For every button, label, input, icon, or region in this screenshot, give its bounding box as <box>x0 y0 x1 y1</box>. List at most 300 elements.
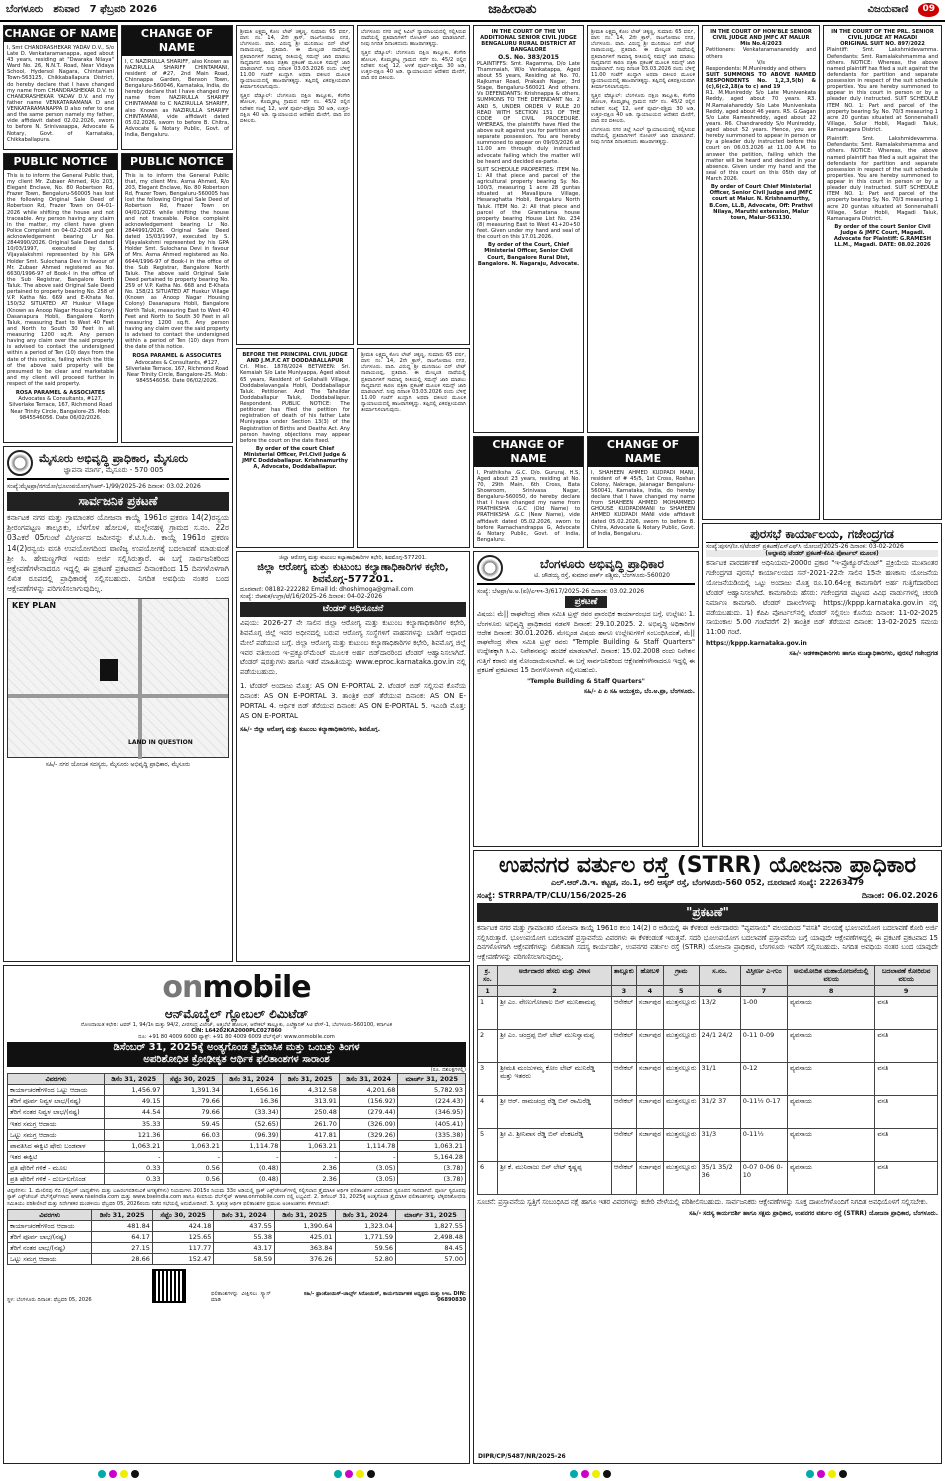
emblem-icon <box>477 555 503 581</box>
onmobile-value: 27.15 <box>92 1243 153 1254</box>
mysore-da-sign: ಸಹಿ/- ನಗರ ಯೋಜಕ ಸದಸ್ಯರು, ಮೈಸೂರು ಅಭಿವೃದ್ಧಿ ಪ್ರಾಧಿಕಾರ, ಮೈಸೂರು <box>45 761 191 769</box>
onmobile-value: 1,456.97 <box>105 1085 164 1096</box>
strr-cell-sy: 24/1 24/2 <box>699 1029 740 1062</box>
strr-table <box>477 965 938 1194</box>
strr-cell-req: ವಸತಿ <box>875 1029 938 1062</box>
kannada-summons-text: ಶ್ರೀಮತಿ ಲಕ್ಷ್ಮಮ್ಮ ಕೋಂ ಲೇಟ್ ಚಿಕ್ಕಣ್ಣ, ಸುಮಾರು 65 ವರ್ಷ, ವಾಸ: ನಂ. 14, 2ನೇ ಕ್ರಾಸ್, ರಾಜಗೋಪಾಲ ನಗರ, ಬೆಂಗಳೂರು. ವಾದಿ. ವಿರುದ್ಧ ಶ್ರೀ ಮುನಿರಾಜು ಬಿನ್ ಲೇಟ್ ನಾರಾಯಣಪ್ಪ, ಪ್ರತಿವಾದಿ. ಈ ಮೇಲ್ಕಂಡ ದಾವೆಯಲ್ಲಿ ಪ್ರತಿವಾದಿಗಳಿಗೆ ಸಾಮಾನ್ಯ ರೀತಿಯಲ್ಲಿ ಸಮನ್ಸ್ ಜಾರಿ ಮಾಡಲು ಸಾಧ್ಯವಾಗದ ಕಾರಣ ಪತ್ರಿಕಾ ಪ್ರಕಟಣೆ ಮೂಲಕ ಸಮನ್ಸ್ ಜಾರಿ ಮಾಡಲಾಗಿದೆ. ನೀವು ದಿನಾಂಕ 03.03.2026 ರಂದು ಬೆಳಿಗ್ಗೆ 11.00 ಗಂಟೆಗೆ ಖುದ್ದಾಗಿ ಅಥವಾ ವಕೀಲರ ಮೂಲಕ ನ್ಯಾಯಾಲಯದಲ್ಲಿ ಹಾಜರಾಗತಕ್ಕದ್ದು. ತಪ್ಪಿದಲ್ಲಿ ಏಕಪಕ್ಷೀಯವಾಗಿ ತೀರ್ಮಾನಿಸಲಾಗುವುದು. <box>591 29 695 91</box>
strr-cell-village: ಮುತ್ತನಲ್ಲೂರು <box>664 1029 700 1062</box>
onmobile-standalone-body <box>8 1220 466 1265</box>
onmobile-standalone-header <box>8 1209 466 1220</box>
mysore-da-heading: ಸಾರ್ವಜನಿಕ ಪ್ರಕಟಣೆ <box>7 492 229 511</box>
table-row <box>8 1151 466 1162</box>
onmobile-results <box>3 965 470 1464</box>
onmobile-column-header: ಡಿಸೆಂ 31, 2025 <box>281 1074 340 1085</box>
map-road <box>8 694 228 698</box>
onmobile-value: (0.48) <box>222 1163 281 1174</box>
table-row <box>478 996 938 1029</box>
shimoga-dept-small: ಜಿಲ್ಲಾ ಆರೋಗ್ಯ ಮತ್ತು ಕುಟುಂಬ ಕಲ್ಯಾಣಾಧಿಕಾರಿಗಳ ಕಛೇರಿ, ಶಿವಮೊಗ್ಗ-577201. <box>279 555 427 561</box>
public-notice-2-title: PUBLIC NOTICE <box>122 154 232 170</box>
strr-cell-no: 5 <box>478 1128 498 1161</box>
strr-cell-taluk: ಆನೇಕಲ್ <box>611 996 636 1029</box>
onmobile-value: (96.39) <box>222 1129 281 1140</box>
legal-notice-kannada-2-schedule: ಸ್ವತ್ತಿನ ಷೆಡ್ಯೂಲ್: ಬೆಂಗಳೂರು ದಕ್ಷಿಣ ತಾಲ್ಲೂಕು, ಕೆಂಗೇರಿ ಹೋಬಳಿ, ಕೊಮ್ಮಘಟ್ಟ ಗ್ರಾಮದ ಸರ್ವೆ ನಂ. 45/2 ರಲ್ಲಿನ ನಿವೇಶನ ಸಂಖ್ಯೆ 12, ಅಳತೆ ಪೂರ್ವ-ಪಶ್ಚಿಮ 30 ಅಡಿ, ಉತ್ತರ-ದಕ್ಷಿಣ 40 ಅಡಿ. ನ್ಯಾಯಾಲಯದ ಆದೇಶದ ಮೇರೆಗೆ, ವಾದಿ ಪರ ವಕೀಲರು. <box>361 50 466 81</box>
table-row <box>478 1128 938 1161</box>
emblem-icon <box>7 450 33 476</box>
onmobile-table-header <box>8 1074 466 1085</box>
onmobile-row-label: ಒಟ್ಟು ಸಮಗ್ರ ಆದಾಯ <box>8 1129 105 1140</box>
malur-misc-no: Mis No.4/2023 <box>740 41 782 48</box>
onmobile-value: (3.05) <box>339 1174 398 1185</box>
doddaballapur-court-notice <box>236 348 354 548</box>
registration-dots <box>806 1470 847 1478</box>
public-notice-1-text: This is to inform the General Public that, my client Mr. Zubaer Ahmed, R/o 203, Elegant Enclave, No. 80 Robertson Rd, Frazer Town, Bengaluru-560005 has lost the following Original Sale Deed of Robertson Rd, Frazer Town on 04-01-2026 while shifting the house and not traceable. Any person having any claim in the matter, my client have given Police Complaint on 04-02-2026 and got acknowledgement bearing Lr No. 2844990/2026. Original Sale Deed dated 10/03/1997, executed by S. Vijayalakshmi represented by his GPA Holder Smt. Sulochana Devi in favour of Mr. Zubaer Ahmed registered as No. 6630/1996-97 of Book-I in the office of the Sub Registrar, Bangalore North Taluk. The above said Original Sale Deed pertained to property bearing No. 258 of V.P. Katha No. 669 and E-Khata No. 150/32 SITUATED AT Huskur Village (Known as Anoop Nagar Housing Colony) Dasanapura Hobli, Bangalore North Taluk, measuring East to West 40 Feet and North to South 30 Feet in all measuring 1200 sq.ft. Any person having any claim over the said property is advised to contact the undersigned within a period of Ten (10) days from the date of this notice, failing which the title of the above said property will be presumed to be clear and marketable and my client will proceed further in respect of the said property. <box>7 172 114 387</box>
bda-header <box>477 555 695 585</box>
onmobile-phone: ದೂ: +91 80 4009 6000 ಫ್ಯಾಕ್ಸ್: +91 80 4009 6009 ವೆಬ್‌ಸೈಟ್: www.onmobile.com <box>138 1033 335 1040</box>
change-of-name-2-text: I, C NAZIRULLA SHARIFF, also Known as NAZIRULLA SHARIFF CHINTAMANI, resident of #27, 2nd Main Road, Chinnappa Garden, Benson Town, Bengaluru-560046, Karnataka, India, do hereby declare that I have changed my name from NAZIRULLA SHARIFF CHINTAMANI to C NAZIRULLA SHARIFF, also Known as NAZIRULLA SHARIFF CHINTAMANI, vide affidavit dated 05.02.2026, sworn to before B. Chitra, Advocate & Notary Public, Govt. of India, Bengaluru. <box>125 58 229 138</box>
onmobile-value: - <box>281 1151 340 1162</box>
strr-cell-sy: 31/2 37 <box>699 1095 740 1128</box>
table-row <box>478 1062 938 1095</box>
malur-court-title: IN THE COURT OF HON'BLE SENIOR CIVIL JUDGE AND JMFC AT MALUR <box>710 29 812 42</box>
onmobile-row-label: ಇತರ ಈಕ್ವಿಟಿ <box>8 1151 105 1162</box>
strr-cell-ext: 0-07 0-06 0-10 <box>740 1161 787 1194</box>
onmobile-row-label: ತೆರಿಗೆ ಪೂರ್ವ ನಿವ್ವಳ ಲಾಭ/(ನಷ್ಟ) <box>8 1096 105 1107</box>
strr-cell-name: ಶ್ರೀ ಕೆ. ಮುನಿರಾಜು ಬಿನ್ ಲೇಟ್ ಕೃಷ್ಣಪ್ಪ <box>498 1161 612 1194</box>
strr-cell-taluk: ಆನೇಕಲ್ <box>611 1128 636 1161</box>
bda-heading: ಪ್ರಕಟಣೆ <box>565 596 608 608</box>
strr-cell-hobli: ಸರ್ಜಾಪುರ <box>636 996 663 1029</box>
strr-heading: "ಪ್ರಕಟಣೆ" <box>477 903 938 922</box>
onmobile-value: 59.56 <box>335 1243 396 1254</box>
public-notice-1-firm: ROSA PARAMEL & ASSOCIATES <box>15 390 106 397</box>
change-of-name-1-title: CHANGE OF NAME <box>4 27 117 40</box>
land-plot <box>100 659 118 681</box>
onmobile-value: 2.36 <box>281 1163 340 1174</box>
change-of-name-2 <box>121 25 233 150</box>
magadi-text-2: Plaintiff: Smt. Lakshmidevamma. Defendants: Smt. Ramalakshmamma and others. NOTICE: Whereas, the above named plaintiff has filed a suit against the defendants for partition and separate possession in respect of the suit schedule properties. You are hereby summoned to appear in this court in person or by a pleader duly instructed. SUIT SCHEDULE ITEM NO. 1: Part and parcel of the property bearing Sy. No. 70/3 measuring 1 acre 20 guntas situated at Sonnenahalli Village, Solur Hobli, Magadi Taluk, Ramanagara District. <box>827 136 938 222</box>
onmobile-value: - <box>222 1151 281 1162</box>
strr-cell-no: 4 <box>478 1095 498 1128</box>
strr-cell-sy: 13/2 <box>699 996 740 1029</box>
strr-column-number: 2 <box>498 985 612 996</box>
onmobile-value: 1,771.59 <box>335 1231 396 1242</box>
bda-sign: ಸಹಿ/- ಪಿ ಪಿ ಸಹಿ ಆಯುಕ್ತರು, ಬೆಂ.ಅ.ಪ್ರಾ, ಬೆಂಗಳೂರು. <box>583 688 695 696</box>
gajendragad-web: https://kppp.karnataka.gov.in <box>706 640 807 648</box>
onmobile-value: 2,498.48 <box>396 1231 466 1242</box>
legal-notice-kannada-text: ಶ್ರೀಮತಿ ಲಕ್ಷ್ಮಮ್ಮ ಕೋಂ ಲೇಟ್ ಚಿಕ್ಕಣ್ಣ, ಸುಮಾರು 65 ವರ್ಷ, ವಾಸ: ನಂ. 14, 2ನೇ ಕ್ರಾಸ್, ರಾಜಗೋಪಾಲ ನಗರ, ಬೆಂಗಳೂರು. ವಾದಿ. ವಿರುದ್ಧ ಶ್ರೀ ಮುನಿರಾಜು ಬಿನ್ ಲೇಟ್ ನಾರಾಯಣಪ್ಪ, ಪ್ರತಿವಾದಿ. ಈ ಮೇಲ್ಕಂಡ ದಾವೆಯಲ್ಲಿ ಪ್ರತಿವಾದಿಗಳಿಗೆ ಸಾಮಾನ್ಯ ರೀತಿಯಲ್ಲಿ ಸಮನ್ಸ್ ಜಾರಿ ಮಾಡಲು ಸಾಧ್ಯವಾಗದ ಕಾರಣ ಪತ್ರಿಕಾ ಪ್ರಕಟಣೆ ಮೂಲಕ ಸಮನ್ಸ್ ಜಾರಿ ಮಾಡಲಾಗಿದೆ. ನೀವು ದಿನಾಂಕ 03.03.2026 ರಂದು ಬೆಳಿಗ್ಗೆ 11.00 ಗಂಟೆಗೆ ಖುದ್ದಾಗಿ ಅಥವಾ ವಕೀಲರ ಮೂಲಕ ನ್ಯಾಯಾಲಯದಲ್ಲಿ ಹಾಜರಾಗತಕ್ಕದ್ದು. ತಪ್ಪಿದಲ್ಲಿ ಏಕಪಕ್ಷೀಯವಾಗಿ ತೀರ್ಮಾನಿಸಲಾಗುವುದು. <box>240 29 350 91</box>
onmobile-value: 55.38 <box>214 1231 275 1242</box>
magadi-sign: By order of the court Senior Civil Judge & JMFC Court, Magadi. Advocate for Plaintiff: G.RAMESH LL.M., Magadi. DATE: 08.02.2026 <box>833 223 932 249</box>
onmobile-cin: CIN: L64202KA2000PLC027860 <box>191 1027 282 1034</box>
shimoga-heading: ಟೆಂಡರ್ ಅಧಿಸೂಚನೆ <box>240 602 466 617</box>
malur-petitioners: Petitioners: Venkataramanareddy and others <box>706 47 816 60</box>
strr-dipr: DIPR/CP/5487/NR/2025-26 <box>478 1452 566 1460</box>
bda-authority: ಬೆಂಗಳೂರು ಅಭಿವೃದ್ಧಿ ಪ್ರಾಧಿಕಾರ <box>540 556 664 571</box>
strr-cell-name: ಶ್ರೀ ವಿ. ಶ್ರೀನಿವಾಸ ರೆಡ್ಡಿ ಬಿನ್ ವೆಂಕಟರೆಡ್ಡಿ <box>498 1128 612 1161</box>
onmobile-column-header: ಡಿಸೆಂ 31, 2025 <box>92 1209 153 1220</box>
bda-notice <box>473 551 699 847</box>
masthead-paper: ವಿಜಯವಾಣಿ <box>867 3 909 15</box>
strr-cell-no: 6 <box>478 1161 498 1194</box>
bda-address: ಟಿ. ಚೌಡಯ್ಯ ರಸ್ತೆ, ಕುಮಾರ ಪಾರ್ಕ್ ಪಶ್ಚಿಮ, ಬೆಂಗಳೂರು-560020 <box>534 571 670 579</box>
strr-cell-name: ಶ್ರೀ ಎಂ. ಚಂದ್ರಪ್ಪ ಬಿನ್ ಲೇಟ್ ಮುನಿಸ್ವಾಮಪ್ಪ <box>498 1029 612 1062</box>
shimoga-contact: ದೂರವಾಣಿ: 08182-222282 Email Id: dhoshimoga@gmail.com <box>240 585 414 593</box>
strr-cell-no: 1 <box>478 996 498 1029</box>
legal-notice-kannada-2 <box>357 25 470 345</box>
onmobile-value: 28.66 <box>92 1254 153 1265</box>
onmobile-value: 1,063.21 <box>105 1140 164 1151</box>
strr-column-number: 6 <box>699 985 740 996</box>
change-of-name-4-text: I, SHAHEEN AHMED KUDPADI MANI, resident of # 45/5, 1st Cross, Roshan Colony, Nakrage, Jaianagar Bengaluru-560041, Karnataka, India, do hereby declare that I have changed my name from SHAHEEN AHMED MOHAMMED GHOUSE KUDPADIMANI to SHAHEEN AHMED KUDPADI MANI vide affidavit dated 05.02.2026, sworn to before B. Chitra, Advocate & Notary Public, Govt. of India, Bengaluru. <box>591 469 695 537</box>
legal-notice-kannada-3-text: ಶ್ರೀಮತಿ ಲಕ್ಷ್ಮಮ್ಮ ಕೋಂ ಲೇಟ್ ಚಿಕ್ಕಣ್ಣ, ಸುಮಾರು 65 ವರ್ಷ, ವಾಸ: ನಂ. 14, 2ನೇ ಕ್ರಾಸ್, ರಾಜಗೋಪಾಲ ನಗರ, ಬೆಂಗಳೂರು. ವಾದಿ. ವಿರುದ್ಧ ಶ್ರೀ ಮುನಿರಾಜು ಬಿನ್ ಲೇಟ್ ನಾರಾಯಣಪ್ಪ, ಪ್ರತಿವಾದಿ. ಈ ಮೇಲ್ಕಂಡ ದಾವೆಯಲ್ಲಿ ಪ್ರತಿವಾದಿಗಳಿಗೆ ಸಾಮಾನ್ಯ ರೀತಿಯಲ್ಲಿ ಸಮನ್ಸ್ ಜಾರಿ ಮಾಡಲು ಸಾಧ್ಯವಾಗದ ಕಾರಣ ಪತ್ರಿಕಾ ಪ್ರಕಟಣೆ ಮೂಲಕ ಸಮನ್ಸ್ ಜಾರಿ ಮಾಡಲಾಗಿದೆ. ನೀವು ದಿನಾಂಕ 03.03.2026 ರಂದು ಬೆಳಿಗ್ಗೆ 11.00 ಗಂಟೆಗೆ ಖುದ್ದಾಗಿ ಅಥವಾ ವಕೀಲರ ಮೂಲಕ ನ್ಯಾಯಾಲಯದಲ್ಲಿ ಹಾಜರಾಗತಕ್ಕದ್ದು. ತಪ್ಪಿದಲ್ಲಿ ಏಕಪಕ್ಷೀಯವಾಗಿ ತೀರ್ಮಾನಿಸಲಾಗುವುದು. <box>361 352 466 414</box>
shimoga-ref: ಸಂಖ್ಯೆ: ಜಿಆಕುಕ/ಉಗ್ರಾ/ಟೆ/16/2025-26 ದಿನಾಂಕ: 04-02-2026 <box>240 592 383 600</box>
onmobile-row-label: ಪ್ರತಿ ಷೇರಿಗೆ ಗಳಿಕೆ - ದುರ್ಬಲಗೊಂಡ <box>8 1174 105 1185</box>
gajendragad-sub: (ಅಲ್ಪಾವಧಿ ಟೆಂಡರ್ ಪ್ರಕಟಣೆ-ಕೆಪಿಪಿ ಪೋರ್ಟಲ್ ಮೂಲಕ) <box>706 550 938 557</box>
bda-body: ವಿಷಯ: ಮೆ|| ರಾಘವೇಂದ್ರ ಸೇವಾ ಸಮಿತಿ ಟ್ರಸ್ಟ್ ರವರ ಪ್ರಾರಂಭಿಕ ಕಾರ್ಯಾರಂಭದ ಬಗ್ಗೆ. ಉಲ್ಲೇಖ: 1. ಬೆಂಗಳೂರು ಅಭಿವೃದ್ಧಿ ಪ್ರಾಧಿಕಾರದ ನಡವಳಿ ದಿನಾಂಕ: 29.10.2025. 2. ಅಭಿವೃದ್ಧಿ ಅಧಿಕಾರಿಗಳ ಆದೇಶ ದಿನಾಂಕ: 30.01.2026. ಮೇಲ್ಕಂಡ ವಿಷಯ ಹಾಗೂ ಉಲ್ಲೇಖಗಳಿಗೆ ಸಂಬಂಧಿಸಿದಂತೆ, ಮೆ|| ರಾಘವೇಂದ್ರ ಸೇವಾ ಸಮಿತಿ ಟ್ರಸ್ಟ್ ರವರು "Temple Building & Staff Quarters" ಉದ್ದೇಶಕ್ಕಾಗಿ ಸಿ.ಎ. ನಿವೇಶನವನ್ನು ಹಂಚಿಕೆ ಮಾಡಲಾಗಿದೆ. ದಿನಾಂಕ: 15.02.2008 ರಂದು ನಿವೇಶನ ಗುತ್ತಿಗೆ ಕರಾರು ಪತ್ರ ನೋಂದಾಯಿಸಲಾಗಿದೆ. ಈ ಬಗ್ಗೆ ಸಾರ್ವಜನಿಕರಿಂದ ಆಕ್ಷೇಪಣೆಗಳೇನಾದರೂ ಇದ್ದಲ್ಲಿ ಈ ಪ್ರಕಟಣೆ ಪ್ರಕಟವಾದ 15 ದಿನಗಳೊಳಗಾಗಿ ಸಲ್ಲಿಸಬಹುದು. <box>477 610 695 674</box>
strr-cell-hobli: ಸರ್ಜಾಪುರ <box>636 1161 663 1194</box>
mysore-da-address: ಜ್ಞಾಪನಾ ಮಾರ್ಗ, ಮೈಸೂರು - 570 005 <box>63 465 164 474</box>
shimoga-sign: ಸಹಿ/- ಜಿಲ್ಲಾ ಆರೋಗ್ಯ ಮತ್ತು ಕುಟುಂಬ ಕಲ್ಯಾಣಾಧಿಕಾರಿಗಳು, ಶಿವಮೊಗ್ಗ. <box>240 725 380 733</box>
magadi-court-title: IN THE COURT OF THE PRL. SENIOR CIVIL JUDGE AT MAGADI <box>831 29 934 42</box>
mysore-da-body: ಕರ್ನಾಟಕ ನಗರ ಮತ್ತು ಗ್ರಾಮಾಂತರ ಯೋಜನಾ ಕಾಯ್ದೆ 1961ರ ಪ್ರಕರಣ 14(2)ರನ್ವಯ ಶ್ರೀರಂಗಪಟ್ಟಣ ತಾಲ್ಲೂಕು, ಬೆಳಗೊಳ ಹೋಬಳಿ, ಮಲ್ಲೇನಹಳ್ಳಿ ಗ್ರಾಮದ ಸ.ನಂ. 22ರ 03ಎಕರೆ 05ಗುಂಟೆ ವಿಸ್ತೀರ್ಣದ ಜಮೀನನ್ನು ಕೆ.ಟಿ.ಸಿ.ಪಿ. ಕಾಯ್ದೆ 1961ರ ಪ್ರಕರಣ 14(2)ರನ್ವಯ ವಸತಿ ಉಪಯೋಗದಿಂದ ವಾಣಿಜ್ಯ ಉಪಯೋಗಕ್ಕೆ ಬದಲಾವಣೆ ಮಾಡುವಂತೆ ಶ್ರೀ ಸಿ. ಹೇಮಣ್ಣಗೌಡ ಇವರು ಅರ್ಜಿ ಸಲ್ಲಿಸಿರುತ್ತಾರೆ. ಈ ಬಗ್ಗೆ ಸಾರ್ವಜನಿಕರಿಂದ ಆಕ್ಷೇಪಣೆಗಳೇನಾದರೂ ಇದ್ದಲ್ಲಿ ಈ ಪ್ರಕಟಣೆ ಪ್ರಕಟವಾದ ದಿನಾಂಕದಿಂದ 15 ದಿನಗಳೊಳಗಾಗಿ ಲಿಖಿತ ರೂಪದಲ್ಲಿ ಪ್ರಾಧಿಕಾರಕ್ಕೆ ಸಲ್ಲಿಸಬಹುದು. ನಿಗದಿತ ಅವಧಿಯ ನಂತರ ಬಂದ ಆಕ್ಷೇಪಣೆಗಳನ್ನು ಪರಿಗಣಿಸಲಾಗುವುದಿಲ್ಲ. <box>7 513 229 594</box>
strr-intro: ಕರ್ನಾಟಕ ನಗರ ಮತ್ತು ಗ್ರಾಮಾಂತರ ಯೋಜನಾ ಕಾಯ್ದೆ 1961ರ ಕಲಂ 14(2) ರ ಅಡಿಯಲ್ಲಿ ಈ ಕೆಳಕಂಡ ಅರ್ಜಿದಾರರು "ವ್ಯವಸಾಯ" ವಲಯದಿಂದ "ವಸತಿ" ವಲಯಕ್ಕೆ ಭೂಉಪಯೋಗ ಬದಲಾವಣೆ ಕೋರಿ ಅರ್ಜಿ ಸಲ್ಲಿಸಿರುತ್ತಾರೆ. ಭೂಉಪಯೋಗ ಬದಲಾವಣೆ ಪ್ರಸ್ತಾವನೆಯ ವಿವರಗಳು ಈ ಕೆಳಕಂಡಂತೆ ಇರುತ್ತವೆ. ಸದರಿ ಭೂಉಪಯೋಗ ಬದಲಾವಣೆ ಪ್ರಸ್ತಾವನೆಯ ಬಗ್ಗೆ ಯಾವುದೇ ಆಕ್ಷೇಪಣೆಗಳಿದ್ದಲ್ಲಿ ಈ ಪ್ರಕಟಣೆ ಪ್ರಕಟವಾದ 15 ದಿನಗಳೊಳಗಾಗಿ ಆಕ್ಷೇಪಣೆಗಳನ್ನು ಲಿಖಿತವಾಗಿ ಸದಸ್ಯ ಕಾರ್ಯದರ್ಶಿ, ಉಪನಗರ ವರ್ತುಲ ರಸ್ತೆ (STRR) ಯೋಜನಾ ಪ್ರಾಧಿಕಾರ, ಬೆಂಗಳೂರು ಇವರಿಗೆ ಸಲ್ಲಿಸಬಹುದು. ನಿಗದಿತ ಅವಧಿಯ ನಂತರ ಬಂದ ಯಾವುದೇ ಆಕ್ಷೇಪಣೆಗಳನ್ನು ಪರಿಗಣಿಸಲಾಗುವುದಿಲ್ಲ. <box>477 924 938 961</box>
onmobile-column-header: ಡಿಸೆಂ 31, 2024 <box>214 1209 275 1220</box>
onmobile-value: 1,827.55 <box>396 1220 466 1231</box>
malur-respondents: Respondents: M.Munireddy and others <box>706 65 806 72</box>
strr-cell-req: ವಸತಿ <box>875 1062 938 1095</box>
onmobile-value: 49.15 <box>105 1096 164 1107</box>
onmobile-row-label: ತೆರಿಗೆ ನಂತರ ನಿವ್ವಳ ಲಾಭ/(ನಷ್ಟ) <box>8 1107 105 1118</box>
strr-column-header: ತಾಲ್ಲೂಕು <box>611 966 636 985</box>
onmobile-column-header: ಡಿಸೆಂ 31, 2024 <box>222 1074 281 1085</box>
onmobile-value: 152.47 <box>152 1254 214 1265</box>
registration-dots <box>334 1470 375 1478</box>
onmobile-value: 437.55 <box>214 1220 275 1231</box>
onmobile-value: 0.56 <box>163 1163 222 1174</box>
onmobile-value: 250.48 <box>281 1107 340 1118</box>
strr-column-header: ಅನುಮೋದಿತ ಮಹಾಯೋಜನೆಯಲ್ಲಿ ವಲಯ <box>787 966 874 985</box>
strr-column-header: ವಿಸ್ತೀರ್ಣ ಎ-ಗುಂ <box>740 966 787 985</box>
bda-quote: "Temple Building & Staff Quarters" <box>527 677 645 685</box>
strr-cell-zone: ವ್ಯವಸಾಯ <box>787 1029 874 1062</box>
onmobile-value: (3.05) <box>339 1163 398 1174</box>
change-of-name-3 <box>473 436 584 548</box>
bengaluru-rural-court-notice <box>473 25 584 433</box>
malur-vs: V/s <box>757 59 765 66</box>
key-plan-label: KEY PLAN <box>12 601 57 611</box>
registration-dots <box>98 1470 139 1478</box>
strr-ref: ಸಂಖ್ಯೆ: STRRPA/TP/CLU/156/2025-26 <box>477 891 627 901</box>
table-row <box>8 1231 466 1242</box>
public-notice-1 <box>3 153 118 443</box>
magadi-court-notice <box>823 25 942 520</box>
registration-marks <box>0 1466 945 1481</box>
strr-column-number: 8 <box>787 985 874 996</box>
onmobile-column-header: ಮಾರ್ಚ್ 31, 2025 <box>396 1209 466 1220</box>
onmobile-value: 59.45 <box>163 1118 222 1129</box>
malur-sign: By order of Court Chief Ministerial Officer, Senior Civil Judge and JMFC court at Malur. N. Krishnamurthy, B.Com, LL.B, Advocate, Off: Prathvi Nilaya, Maruthi extension, Malur town, Malur-563130. <box>709 184 813 221</box>
onmobile-row-label: ತೆರಿಗೆ ಪೂರ್ವ ಲಾಭ/(ನಷ್ಟ) <box>8 1231 92 1242</box>
strr-cell-zone: ವ್ಯವಸಾಯ <box>787 1062 874 1095</box>
masthead-date: 7 ಫೆಬ್ರವರಿ 2026 <box>89 3 158 15</box>
table-row <box>8 1163 466 1174</box>
strr-cell-name: ಶ್ರೀ ಆರ್. ರಾಮಚಂದ್ರ ರೆಡ್ಡಿ ಬಿನ್ ರಾಮಿರೆಡ್ಡಿ <box>498 1095 612 1128</box>
onmobile-value: 261.70 <box>281 1118 340 1129</box>
doddaballapur-court-title: BEFORE THE PRINCIPAL CIVIL JUDGE AND J.M.F.C AT DODDABALLAPUR <box>242 352 348 365</box>
change-of-name-1-text: I, Smt CHANDRASHEKAR YADAV D.V., S/o Late D. Venkataramanappa, aged about 43 years, residing at "Dwaraka Nilaya" Ward No. 26, N.N.T. Road, Near Vidaya School, Hydersol Nagara, Chintamani Town-563125, Chikkaballapura District, do hereby declare that I have changed my name from CHANDRASHEKAR D.V. to CHANDRASHEKAR YADAV D.V. and my father name VENKATARAMANA D and VENKATARAMANAPPA D also refer to one and the same person namely my father, vide affidavit dated 02.02.2026, sworn to before N. Srinivasappa, Advocate & Notary, Govt. of Karnataka, Chikkaballapura. <box>7 44 114 143</box>
strr-column-header: ಹೋಬಳಿ <box>636 966 663 985</box>
qr-code-icon <box>152 1269 186 1303</box>
onmobile-value: - <box>163 1151 222 1162</box>
strr-cell-sy: 31/1 <box>699 1062 740 1095</box>
kannada-summons-schedule: ಸ್ವತ್ತಿನ ಷೆಡ್ಯೂಲ್: ಬೆಂಗಳೂರು ದಕ್ಷಿಣ ತಾಲ್ಲೂಕು, ಕೆಂಗೇರಿ ಹೋಬಳಿ, ಕೊಮ್ಮಘಟ್ಟ ಗ್ರಾಮದ ಸರ್ವೆ ನಂ. 45/2 ರಲ್ಲಿನ ನಿವೇಶನ ಸಂಖ್ಯೆ 12, ಅಳತೆ ಪೂರ್ವ-ಪಶ್ಚಿಮ 30 ಅಡಿ, ಉತ್ತರ-ದಕ್ಷಿಣ 40 ಅಡಿ. ನ್ಯಾಯಾಲಯದ ಆದೇಶದ ಮೇರೆಗೆ, ವಾದಿ ಪರ ವಕೀಲರು. <box>591 93 695 124</box>
onmobile-column-header: ಡಿಸೆಂ 31, 2025 <box>105 1074 164 1085</box>
onmobile-value: 35.33 <box>105 1118 164 1129</box>
bda-ref: ಸಂಖ್ಯೆ: ಬೆಅಪ್ರಾ/ಅ.ಅ.(ಪ)/ಎಇಇ-3/617/2025-26 ದಿನಾಂಕ: 03.02.2026 <box>477 588 645 595</box>
kannada-summons-text-2: ಬೆಂಗಳೂರು ನಗರ ಜಿಲ್ಲೆ ಸಿವಿಲ್ ನ್ಯಾಯಾಲಯದಲ್ಲಿ ಸಲ್ಲಿಸಿರುವ ದಾವೆಯಲ್ಲಿ ಪ್ರತಿವಾದಿಗಳಿಗೆ ನೋಟೀಸ್ ಜಾರಿ ಮಾಡಲಾಗಿದೆ. ನೀವು ನಿಗದಿತ ದಿನಾಂಕದಂದು ಹಾಜರಾಗತಕ್ಕದ್ದು. <box>591 126 695 146</box>
onmobile-row-label: ಒಟ್ಟು ಸಮಗ್ರ ಆದಾಯ <box>8 1254 92 1265</box>
onmobile-column-header: ಸೆಪ್ಟೆಂ 30, 2025 <box>152 1209 214 1220</box>
onmobile-company: ಆನ್‌ಮೊಬೈಲ್ ಗ್ಲೋಬಲ್ ಲಿಮಿಟೆಡ್ <box>164 1006 309 1021</box>
onmobile-scan: ಫಲಿತಾಂಶಗಳನ್ನು ವೀಕ್ಷಿಸಲು ಸ್ಕ್ಯಾನ್ ಮಾಡಿ <box>211 1291 271 1304</box>
strr-notice <box>473 850 942 1464</box>
shimoga-dept: ಜಿಲ್ಲಾ ಆರೋಗ್ಯ ಮತ್ತು ಕುಟುಂಬ ಕಲ್ಯಾಣಾಧಿಕಾರಿಗಳ ಕಛೇರಿ, ಶಿವಮೊಗ್ಗ-577201. <box>257 561 449 585</box>
strr-title: ಉಪನಗರ ವರ್ತುಲ ರಸ್ತೆ (STRR) ಯೋಜನಾ ಪ್ರಾಧಿಕಾರ <box>498 853 917 878</box>
legal-notice-kannada-2-text: ಬೆಂಗಳೂರು ನಗರ ಜಿಲ್ಲೆ ಸಿವಿಲ್ ನ್ಯಾಯಾಲಯದಲ್ಲಿ ಸಲ್ಲಿಸಿರುವ ದಾವೆಯಲ್ಲಿ ಪ್ರತಿವಾದಿಗಳಿಗೆ ನೋಟೀಸ್ ಜಾರಿ ಮಾಡಲಾಗಿದೆ. ನೀವು ನಿಗದಿತ ದಿನಾಂಕದಂದು ಹಾಜರಾಗತಕ್ಕದ್ದು. <box>361 29 466 48</box>
onmobile-value: 1,390.64 <box>274 1220 335 1231</box>
table-row <box>478 1095 938 1128</box>
onmobile-value: 1,063.21 <box>398 1140 466 1151</box>
shimoga-schedule: 1. ಟೆಂಡರ್ ಅಂದಾಜು ಮೊತ್ತ: AS ON E-PORTAL 2. ಟೆಂಡರ್ ಬಿಡ್ ಸಲ್ಲಿಸುವ ಕೊನೆಯ ದಿನಾಂಕ: AS ON E-PORTAL 3. ತಾಂತ್ರಿಕ ಬಿಡ್ ತೆರೆಯುವ ದಿನಾಂಕ: AS ON E-PORTAL 4. ಆರ್ಥಿಕ ಬಿಡ್ ತೆರೆಯುವ ದಿನಾಂಕ: AS ON E-PORTAL 5. ಇಎಂಡಿ ಮೊತ್ತ: AS ON E-PORTAL <box>240 682 466 721</box>
onmobile-column-header: ಡಿಸೆಂ 31, 2024 <box>335 1209 396 1220</box>
onmobile-column-header: ಸೆಪ್ಟೆಂ 30, 2025 <box>163 1074 222 1085</box>
onmobile-value: 57.00 <box>396 1254 466 1265</box>
onmobile-value: 1,063.21 <box>163 1140 222 1151</box>
onmobile-value: 1,656.16 <box>222 1085 281 1096</box>
change-of-name-4-title: CHANGE OF NAME <box>588 437 698 467</box>
strr-cell-zone: ವ್ಯವಸಾಯ <box>787 996 874 1029</box>
table-row <box>8 1254 466 1265</box>
onmobile-title-1: ಡಿಸೆಂಬರ್ 31, 2025ಕ್ಕೆ ಅಂತ್ಯಗೊಂಡ ತ್ರೈಮಾಸಿಕ ಮತ್ತು ಒಂಬತ್ತು ತಿಂಗಳ <box>7 1042 466 1055</box>
public-notice-1-address: Advocates & Consultants, #127, Silverlake Terrace, 167, Richmond Road Near Trinity Circle, Bangalore-25. Mob: 9845546056. Date 06/02/2026. <box>9 396 112 421</box>
onmobile-value: 424.18 <box>152 1220 214 1231</box>
onmobile-logo-on: on <box>162 970 203 1005</box>
table-row <box>8 1140 466 1151</box>
change-of-name-4 <box>587 436 699 548</box>
onmobile-unit: (ರೂ. ದಶಲಕ್ಷಗಳಲ್ಲಿ) <box>430 1066 466 1073</box>
strr-cell-zone: ವ್ಯವಸಾಯ <box>787 1128 874 1161</box>
table-row <box>8 1096 466 1107</box>
shimoga-body: ವಿಷಯ: 2026-27 ನೇ ಸಾಲಿನ ಜಿಲ್ಲಾ ಆರೋಗ್ಯ ಮತ್ತು ಕುಟುಂಬ ಕಲ್ಯಾಣಾಧಿಕಾರಿಗಳ ಕಛೇರಿ, ಶಿವಮೊಗ್ಗ ಜಿಲ್ಲೆ ಇವರ ಅಧೀನದಲ್ಲಿ ಬರುವ ಆರೋಗ್ಯ ಸಂಸ್ಥೆಗಳಿಗೆ ವಾಹನಗಳನ್ನು ಬಾಡಿಗೆ ಆಧಾರದ ಮೇಲೆ ಪಡೆಯುವ ಬಗ್ಗೆ. ಜಿಲ್ಲಾ ಆರೋಗ್ಯ ಮತ್ತು ಕುಟುಂಬ ಕಲ್ಯಾಣಾಧಿಕಾರಿಗಳ ಕಛೇರಿ, ಶಿವಮೊಗ್ಗ ಜಿಲ್ಲೆ ಇವರ ವತಿಯಿಂದ ಇ-ಪ್ರಕ್ಯೂರ್‌ಮೆಂಟ್ ಮೂಲಕ ಅರ್ಹ ಬಿಡ್‌ದಾರರಿಂದ ಟೆಂಡರ್ ಆಹ್ವಾನಿಸಲಾಗಿದೆ. ಟೆಂಡರ್ ಷರತ್ತುಗಳು ಹಾಗೂ ಇತರೆ ಮಾಹಿತಿಯನ್ನು www.eproc.karnataka.gov.in ನಲ್ಲಿ ಪಡೆಯಬಹುದು. <box>240 619 466 677</box>
onmobile-value: (33.34) <box>222 1107 281 1118</box>
onmobile-logo-mobile: mobile <box>202 970 311 1005</box>
onmobile-value: (224.43) <box>398 1096 466 1107</box>
strr-cell-ext: 0-11½ <box>740 1128 787 1161</box>
gajendragad-sign: ಸಹಿ/- ಆಡಳಿತಾಧಿಕಾರಿಗಳು ಹಾಗೂ ಮುಖ್ಯಾಧಿಕಾರಿಗಳು, ಪುರಸಭೆ ಗಜೇಂದ್ರಗಡ <box>789 650 938 658</box>
strr-cell-taluk: ಆನೇಕಲ್ <box>611 1095 636 1128</box>
onmobile-logo <box>7 969 466 1007</box>
malur-court-notice <box>702 25 820 520</box>
strr-table-header <box>478 966 938 985</box>
strr-column-number: 4 <box>636 985 663 996</box>
onmobile-standalone-table <box>7 1209 466 1266</box>
onmobile-value: 79.66 <box>163 1096 222 1107</box>
onmobile-value: 125.65 <box>152 1231 214 1242</box>
onmobile-value: 376.26 <box>274 1254 335 1265</box>
onmobile-value: (326.09) <box>339 1118 398 1129</box>
onmobile-column-header: ಮಾರ್ಚ್ 31, 2025 <box>398 1074 466 1085</box>
onmobile-value: 44.54 <box>105 1107 164 1118</box>
masthead-category: ಜಾಹೀರಾತು <box>488 1 537 17</box>
gajendragad-ref: ಸಂಖ್ಯೆ:ಪುಸಗ/ನೀ.ಸ/ಟೆಂಡರ್ ಪ್ರಕಟಣೆ/ಎಸ್ಎಫ್‌ಸಿ ಯೋಜನೆ/2025-26 ದಿನಾಂಕ: 03-02-2026 <box>706 543 904 550</box>
magadi-text: Plaintiff: Smt. Lakshmidevamma. Defendants: Smt. Ramalakshmamma and others. NOTICE: Whereas, the above named plaintiff has filed a suit against the defendants for partition and separate possession in respect of the suit schedule properties. You are hereby summoned to appear in this court in person or by a pleader duly instructed. SUIT SCHEDULE ITEM NO. 1: Part and parcel of the property bearing Sy. No. 70/3 measuring 1 acre 20 guntas situated at Sonnenahalli Village, Solur Hobli, Magadi Taluk, Ramanagara District. <box>827 47 938 133</box>
strr-cell-no: 3 <box>478 1062 498 1095</box>
suit-schedule: SUIT SCHEDULE PROPERTIES: ITEM No. 1: All that piece and parcel of the agricultural property bearing Sy. No. 100/3, measuring 1 acre 28 guntas situated at Mavallipura Village, Hesaraghatta Hobli, Bengaluru North Taluk. ITEM No. 2: All that piece and parcel of the Gramatana house property bearing House List No. 234 (8) measuring East to West 41+20+50 feet. Given under my hand and seal of the court on this 17.01.2026. <box>477 166 580 241</box>
onmobile-value: 1,114.78 <box>222 1140 281 1151</box>
gajendragad-tender <box>702 523 942 847</box>
doddaballapur-court-sign: By order of the court Chief Ministerial Officer, Prl.Civil Judge & JMFC Doddaballapur. Krishnamurthy A, Advocate, Doddaballapur. <box>242 445 348 471</box>
suit-number: O.S. No. 383/2015 <box>498 53 559 61</box>
onmobile-value: (0.48) <box>222 1174 281 1185</box>
table-row <box>8 1085 466 1096</box>
onmobile-value: 1,114.78 <box>339 1140 398 1151</box>
onmobile-row-label: ಕಾರ್ಯಾಚರಣೆಗಳಿಂದ ಆದಾಯ <box>8 1220 92 1231</box>
onmobile-value: (346.95) <box>398 1107 466 1118</box>
strr-column-number: 5 <box>664 985 700 996</box>
onmobile-value: 363.84 <box>274 1243 335 1254</box>
change-of-name-1 <box>3 25 118 150</box>
masthead <box>0 0 945 22</box>
strr-column-header: ಗ್ರಾಮ <box>664 966 700 985</box>
onmobile-table-body <box>8 1085 466 1185</box>
gajendragad-title: ಪುರಸಭೆ ಕಾರ್ಯಾಲಯ, ಗಜೇಂದ್ರಗಡ <box>706 527 938 543</box>
strr-cell-taluk: ಆನೇಕಲ್ <box>611 1062 636 1095</box>
strr-cell-ext: 1-00 <box>740 996 787 1029</box>
onmobile-value: 5,782.93 <box>398 1085 466 1096</box>
strr-column-number: 9 <box>875 985 938 996</box>
table-row <box>8 1243 466 1254</box>
onmobile-value: (405.41) <box>398 1118 466 1129</box>
shimoga-tender-notice <box>236 551 470 962</box>
onmobile-value: 121.36 <box>105 1129 164 1140</box>
onmobile-row-label: ಕಾರ್ಯಾಚರಣೆಗಳಿಂದ ಒಟ್ಟು ಆದಾಯ <box>8 1085 105 1096</box>
onmobile-row-label: ಇತರ ಸಮಗ್ರ ಆದಾಯ <box>8 1118 105 1129</box>
public-notice-2-firm: ROSA PARAMEL & ASSOCIATES <box>132 353 222 360</box>
strr-cell-req: ವಸತಿ <box>875 1161 938 1194</box>
onmobile-value: 0.33 <box>105 1163 164 1174</box>
onmobile-value: 481.84 <box>92 1220 153 1231</box>
strr-cell-taluk: ಆನೇಕಲ್ <box>611 1161 636 1194</box>
change-of-name-2-title: CHANGE OF NAME <box>122 26 232 56</box>
onmobile-row-label: ತೆರಿಗೆ ನಂತರ ಲಾಭ/(ನಷ್ಟ) <box>8 1243 92 1254</box>
strr-cell-req: ವಸತಿ <box>875 1095 938 1128</box>
mysore-da-authority: ಮೈಸೂರು ಅಭಿವೃದ್ಧಿ ಪ್ರಾಧಿಕಾರ, ಮೈಸೂರು <box>39 451 188 465</box>
strr-cell-sy: 35/1 35/2 36 <box>699 1161 740 1194</box>
onmobile-value: 1,391.34 <box>163 1085 222 1096</box>
strr-cell-ext: 0-12 <box>740 1062 787 1095</box>
strr-column-header: ಕ್ರ. ಸಂ. <box>478 966 498 985</box>
strr-date: ದಿನಾಂಕ: 06.02.2026 <box>861 891 938 901</box>
map-road <box>138 599 142 759</box>
onmobile-value: (335.38) <box>398 1129 466 1140</box>
onmobile-column-header: ವಿವರಗಳು <box>8 1209 92 1220</box>
onmobile-value: 0.56 <box>163 1174 222 1185</box>
onmobile-value: (3.78) <box>398 1174 466 1185</box>
onmobile-value: (329.26) <box>339 1129 398 1140</box>
table-row <box>478 1161 938 1194</box>
table-row <box>8 1118 466 1129</box>
onmobile-value: 16.36 <box>222 1096 281 1107</box>
strr-cell-village: ಮುತ್ತನಲ್ಲೂರು <box>664 1095 700 1128</box>
onmobile-value: 1,323.04 <box>335 1220 396 1231</box>
suit-court-title: IN THE COURT OF THE VII ADDITIONAL SENIOR CIVIL JUDGE BENGALURU RURAL DISTRICT AT BANGALORE <box>480 29 577 54</box>
strr-column-number: 1 <box>478 985 498 996</box>
strr-sign: ಸಹಿ/- ಸದಸ್ಯ ಕಾರ್ಯದರ್ಶಿ ಹಾಗೂ ಸಕ್ಷಮ ಪ್ರಾಧಿಕಾರ, ಉಪನಗರ ವರ್ತುಲ ರಸ್ತೆ (STRR) ಯೋಜನಾ ಪ್ರಾಧಿಕಾರ, ಬೆಂಗಳೂರು. <box>689 1210 938 1218</box>
strr-cell-hobli: ಸರ್ಜಾಪುರ <box>636 1062 663 1095</box>
public-notice-2 <box>121 153 233 443</box>
onmobile-value: 79.66 <box>163 1107 222 1118</box>
mysore-da-header <box>7 450 229 480</box>
strr-cell-taluk: ಆನೇಕಲ್ <box>611 1029 636 1062</box>
onmobile-signatory: ಸಹಿ/- ಫ್ರಾಂಕೋಯಿಸ್-ಚಾರ್ಲ್ಸ್ ಸಿರೋಯಿಸ್, ಕಾರ್ಯನಿರ್ವಾಹಕ ಅಧ್ಯಕ್ಷರು ಮತ್ತು ಸಿಇಒ DIN: 06890830 <box>303 1291 466 1304</box>
strr-cell-ext: 0-11 0-09 <box>740 1029 787 1062</box>
legal-notice-kannada <box>236 25 354 345</box>
strr-cell-hobli: ಸರ್ಜಾಪುರ <box>636 1128 663 1161</box>
onmobile-value: 313.91 <box>281 1096 340 1107</box>
masthead-section: ಬೆಂಗಳೂರು <box>6 3 44 15</box>
suit-sign: By order of the Court, Chief Ministerial Officer, Senior Civil Court, Bangalore Rural Dist, Bangalore. N. Nagaraju, Advocate. <box>477 242 580 267</box>
strr-cell-name: ಶ್ರೀಮತಿ ಮಂಜುಳಮ್ಮ ಕೋಂ ಲೇಟ್ ಮುನಿರೆಡ್ಡಿ ಮತ್ತು ಇತರರು <box>498 1062 612 1095</box>
onmobile-value: 5,164.28 <box>398 1151 466 1162</box>
onmobile-value: 4,201.68 <box>339 1085 398 1096</box>
strr-cell-sy: 31/3 <box>699 1128 740 1161</box>
strr-cell-village: ಮುತ್ತನಲ್ಲೂರು <box>664 1062 700 1095</box>
table-row <box>8 1220 466 1231</box>
strr-column-header: ಸ.ನಂ. <box>699 966 740 985</box>
onmobile-value: 43.17 <box>214 1243 275 1254</box>
onmobile-value: (3.78) <box>398 1163 466 1174</box>
strr-cell-ext: 0-11½ 0-17 <box>740 1095 787 1128</box>
strr-cell-name: ಶ್ರೀ ಎಂ. ವೇಣುಗೋಪಾಲ ಬಿನ್ ಮುನಿಶಾಮಪ್ಪ <box>498 996 612 1029</box>
onmobile-place-date: ಸ್ಥಳ: ಬೆಂಗಳೂರು ದಿನಾಂಕ: ಫೆಬ್ರವರಿ 05, 2026 <box>7 1297 92 1304</box>
onmobile-value: 2.36 <box>281 1174 340 1185</box>
strr-footer: ಸೂಚನೆ: ಪ್ರಸ್ತಾವನೆಯ ಸ್ವತ್ತಿಗೆ ಸಂಬಂಧಿಸಿದ ನಕ್ಷೆ ಹಾಗೂ ಇತರ ವಿವರಗಳನ್ನು ಕಚೇರಿ ವೇಳೆಯಲ್ಲಿ ಪರಿಶೀಲಿಸಬಹುದು. ಸಾರ್ವಜನಿಕರು ಆಕ್ಷೇಪಣೆಗಳನ್ನು ಸೂಕ್ತ ದಾಖಲೆಗಳೊಂದಿಗೆ ನಿಗದಿತ ಅವಧಿಯೊಳಗೆ ಸಲ್ಲಿಸಬೇಕು. <box>477 1197 928 1206</box>
strr-cell-zone: ವ್ಯವಸಾಯ <box>787 1161 874 1194</box>
onmobile-value: 4,312.58 <box>281 1085 340 1096</box>
onmobile-value: 84.45 <box>396 1243 466 1254</box>
onmobile-value: (52.65) <box>222 1118 281 1129</box>
strr-cell-hobli: ಸರ್ಜಾಪುರ <box>636 1095 663 1128</box>
strr-column-number: 3 <box>611 985 636 996</box>
page-number: 09 <box>918 3 939 16</box>
malur-summons-text: R1. M.Munireddy S/o Late Munivenkata Reddy, aged about 70 years. R3. M.Ramaiahareddy S/o Late Munivenkata Reddy, aged about 46 years. R5. G.Gagan S/o Late Rameshreddy, aged about 22 years. R6. Chandrareddy S/o Munireddy, aged about 52 years. Hence, you are hereby summoned to appear in person or by a pleader duly instructed before this court on 06.03.2026 at 11.00 A.M. to answer the petition, failing which the matter will be heard and decided in your absence. Given under my hand and the seal of this court on this 05th day of March 2026. <box>706 90 816 182</box>
strr-cell-village: ಮುತ್ತನಲ್ಲೂರು <box>664 996 700 1029</box>
onmobile-address: ನೋಂದಾಯಿತ ಕಛೇರಿ: ಟವರ್ 1, 94/1ಸಿ ಮತ್ತು 94/2, ವೀರಸಂದ್ರ ವಿಲೇಜ್, ಅತ್ತಿಬೆಲೆ ಹೋಬಳಿ, ಆನೇಕಲ್ ತಾಲ್ಲೂಕು, ಎಲೆಕ್ಟ್ರಾನಿಕ್ ಸಿಟಿ ಫೇಸ್-1, ಬೆಂಗಳೂರು-560100, ಕರ್ನಾಟಕ <box>80 1021 393 1028</box>
strr-cell-no: 2 <box>478 1029 498 1062</box>
onmobile-column-header: ಡಿಸೆಂ 31, 2024 <box>339 1074 398 1085</box>
legal-notice-kannada-schedule: ಸ್ವತ್ತಿನ ಷೆಡ್ಯೂಲ್: ಬೆಂಗಳೂರು ದಕ್ಷಿಣ ತಾಲ್ಲೂಕು, ಕೆಂಗೇರಿ ಹೋಬಳಿ, ಕೊಮ್ಮಘಟ್ಟ ಗ್ರಾಮದ ಸರ್ವೆ ನಂ. 45/2 ರಲ್ಲಿನ ನಿವೇಶನ ಸಂಖ್ಯೆ 12, ಅಳತೆ ಪೂರ್ವ-ಪಶ್ಚಿಮ 30 ಅಡಿ, ಉತ್ತರ-ದಕ್ಷಿಣ 40 ಅಡಿ. ನ್ಯಾಯಾಲಯದ ಆದೇಶದ ಮೇರೆಗೆ, ವಾದಿ ಪರ ವಕೀಲರು. <box>240 93 350 124</box>
strr-cell-req: ವಸತಿ <box>875 996 938 1029</box>
onmobile-value: - <box>105 1151 164 1162</box>
kannada-summons <box>587 25 699 433</box>
onmobile-value: 66.03 <box>163 1129 222 1140</box>
public-notice-2-text: This is to inform the General Public that, my client Mrs. Asma Ahmed, R/o 203, Elegant Enclave, No. 80 Robertson Rd, Frazer Town, Bengaluru-560005 has lost the following Original Sale Deed of Robertson Rd, Frazer Town on 04/01/2026 while shifting the house and not traceable. Police complaint acknowledgement bearing Lr No. 2844991/2026. Original Sale Deed dated 15/03/1997, executed by S. Vijayalakshmi represented by his GPA Holder Smt. Sulochana Devi in favour of Mrs. Asma Ahmed registered as No. 6644/1996-97 of Book-I in the office of the Sub Registrar, Bangalore North Taluk. The above said Original Sale Deed pertained to property bearing No. 259 of V.P. Katha No. 668 and E-Khata No. 158/21 SITUATED AT Huskur Village (Known as Anoop Nagar Housing Colony) Dasanapura Hobli, Bangalore North Taluk, measuring East to West 40 Feet and North to South 30 Feet in all measuring 1200 sq.ft. Any person having any claim over the said property is advised to contact the undersigned within a period of Ten (10) days from the date of this notice. <box>125 172 229 351</box>
suit-text: PLAINTIFFS: Smt. Ragamma, D/o Late Thammaiah, W/o Venkatappa, Aged about 55 years, Residing at No. 70, Rajkumar Road, Prakash Nagar, 3rd Stage, Bengaluru-560021 And others. Vs DEFENDANTS: Krishnappa & others. SUMMONS TO THE DEFENDANT No. 2 AND 5, UNDER ORDER V RULE 20 READ WITH SECTION 151 OF THE CODE OF CIVIL PROCEDURE. WHEREAS, the plaintiffs have filed the above suit against you for partition and separate possession. You are hereby summoned to appear on 09/03/2026 at 11.00 am through duly instructed advocate failing which the matter will be heard and decided ex-parte. <box>477 60 580 165</box>
onmobile-value: 425.01 <box>274 1231 335 1242</box>
onmobile-value: 1,063.21 <box>281 1140 340 1151</box>
onmobile-column-header: ವಿವರಗಳು <box>8 1074 105 1085</box>
key-plan-map <box>7 598 229 758</box>
